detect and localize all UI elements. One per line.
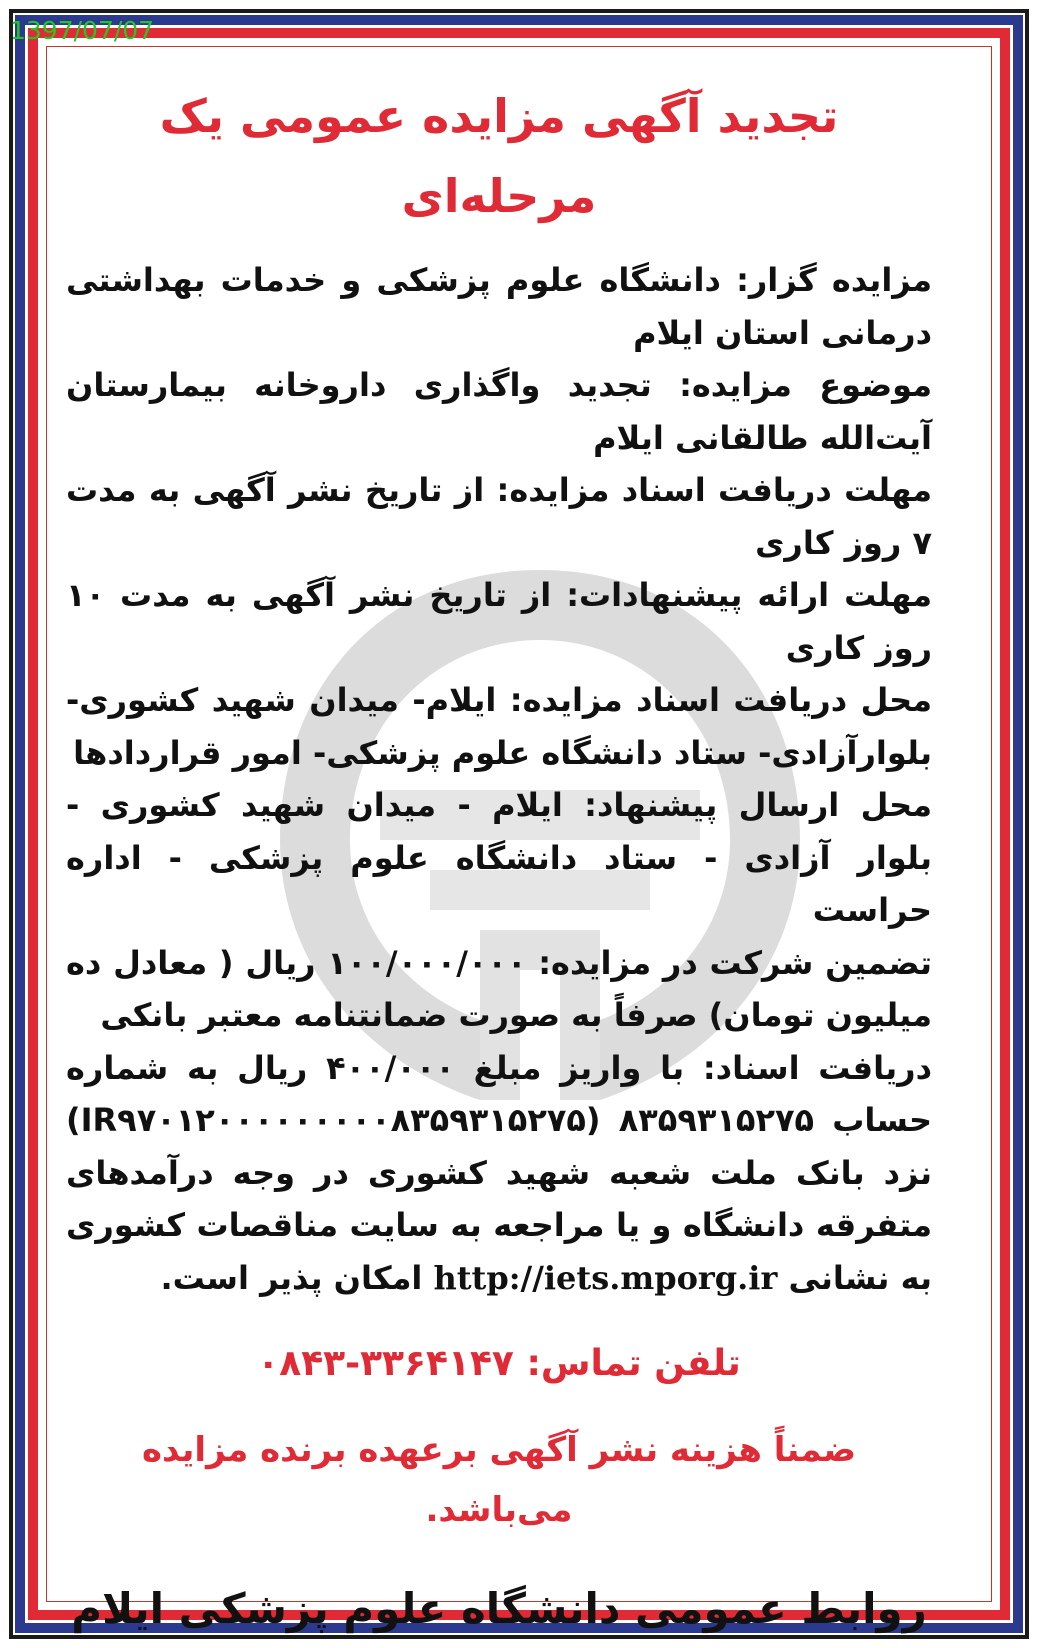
paragraph-organizer: مزایده گزار: دانشگاه علوم پزشکی و خدمات بهداشتی درمانی استان ایلام [66,261,932,352]
paragraph-document-location: محل دریافت اسناد مزایده: ایلام- میدان شهید کشوری- بلوارآزادی- ستاد دانشگاه علوم پزشکی- امور قراردادها [66,681,932,772]
paragraph-guarantee: تضمین شرکت در مزایده: ۱۰۰/۰۰۰/۰۰۰ ریال ( معادل ده میلیون تومان) صرفاً به صورت ضمانتنامه معتبر بانکی [66,943,933,1034]
notice-body [66,254,932,1304]
notice-title: تجدید آگهی مزایده عمومی یک مرحله‌ای [159,89,839,223]
paragraph-proposal-deadline: مهلت ارائه پیشنهادات: از تاریخ نشر آگهی به مدت ۱۰ روز کاری [66,576,932,667]
date-stamp: 1397/07/07 [10,16,155,45]
website-link[interactable]: http://iets.mporg.ir [433,1258,778,1297]
signature: روابط عمومی دانشگاه علوم پزشکی ایلام [71,1584,927,1633]
notice-content [66,62,932,1644]
phone-number: ۰۸۴۳-۳۳۶۴۱۴۷ [257,1343,514,1384]
payment-text: دریافت اسناد: با واریز مبلغ ۴۰۰/۰۰۰ ریال به شماره حساب ۸۳۵۹۳۱۵۲۷۵ (IR۹۷۰۱۲۰۰۰۰۰۰۰۰۰۸۳۵۹۳۱۵۲۷۵) نزد بانک ملت شعبه شهید کشوری در وجه درآمدهای متفرقه دانشگاه و یا مراجعه به سایت مناقصات کشوری [66,1048,933,1244]
phone-line [66,1334,932,1394]
address-suffix: امکان پذیر است. [160,1258,423,1297]
paragraph-submission-location: محل ارسال پیشنهاد: ایلام - میدان شهید کشوری - بلوار آزادی - ستاد دانشگاه علوم پزشکی - اداره حراست [66,786,932,929]
paragraph-document-deadline: مهلت دریافت اسناد مزایده: از تاریخ نشر آگهی به مدت ۷ روز کاری [66,471,932,562]
address-prefix: به نشانی [788,1258,932,1297]
paragraph-subject: موضوع مزایده: تجدید واگذاری داروخانه بیمارستان آیت‌الله طالقانی ایلام [66,366,932,457]
phone-label: تلفن تماس: [526,1343,741,1384]
paragraph-payment [66,1042,932,1305]
fee-note: ضمناً هزینه نشر آگهی برعهده برنده مزایده می‌باشد. [141,1430,857,1530]
